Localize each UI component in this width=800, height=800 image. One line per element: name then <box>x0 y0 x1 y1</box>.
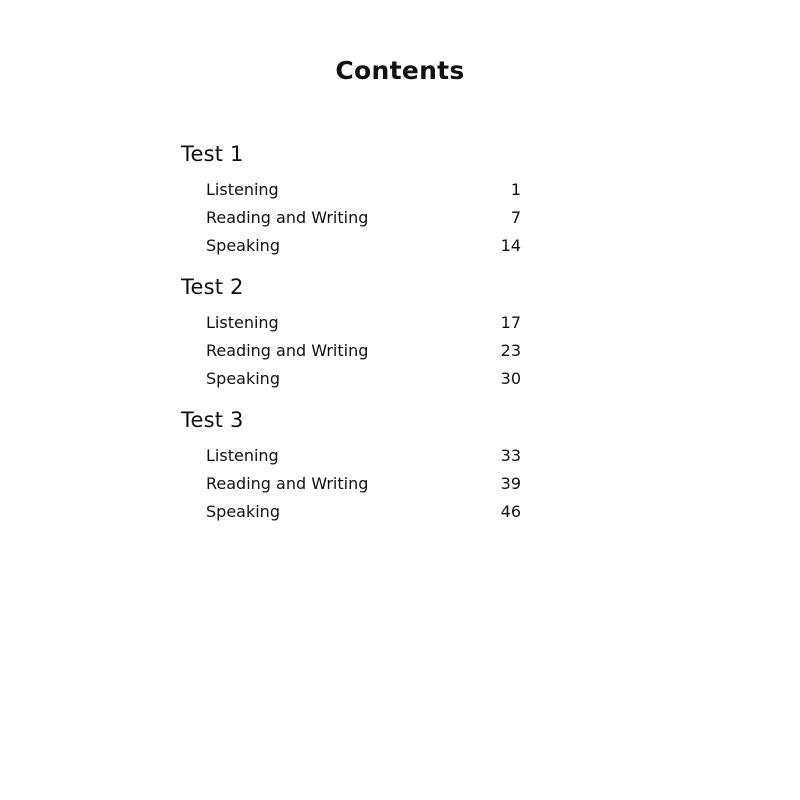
entry-label: Listening <box>206 180 279 199</box>
entry-label: Speaking <box>206 236 280 255</box>
toc-entry[interactable] <box>181 232 521 260</box>
table-of-contents <box>181 139 521 538</box>
entry-page-number: 7 <box>510 208 521 227</box>
section-heading: Test 1 <box>181 142 244 166</box>
entry-page-number: 23 <box>500 341 521 360</box>
entry-label: Reading and Writing <box>206 474 369 493</box>
toc-section-test-2 <box>181 272 521 393</box>
entry-label: Listening <box>206 313 279 332</box>
toc-entry[interactable] <box>181 365 521 393</box>
toc-entry[interactable] <box>181 498 521 526</box>
toc-section-test-3 <box>181 405 521 526</box>
toc-entry[interactable] <box>181 204 521 232</box>
entry-page-number: 30 <box>500 369 521 388</box>
entry-label: Reading and Writing <box>206 208 369 227</box>
entry-label: Speaking <box>206 502 280 521</box>
page-title: Contents <box>335 56 465 85</box>
entry-page-number: 1 <box>510 180 521 199</box>
entry-page-number: 14 <box>500 236 521 255</box>
entry-page-number: 46 <box>500 502 521 521</box>
entry-page-number: 39 <box>500 474 521 493</box>
section-heading: Test 3 <box>181 408 244 432</box>
toc-entry[interactable] <box>181 442 521 470</box>
toc-entry[interactable] <box>181 337 521 365</box>
entry-label: Listening <box>206 446 279 465</box>
section-heading: Test 2 <box>181 275 244 299</box>
toc-entry[interactable] <box>181 176 521 204</box>
toc-section-test-1 <box>181 139 521 260</box>
toc-entry[interactable] <box>181 309 521 337</box>
entry-page-number: 17 <box>500 313 521 332</box>
toc-entry[interactable] <box>181 470 521 498</box>
entry-page-number: 33 <box>500 446 521 465</box>
entry-label: Reading and Writing <box>206 341 369 360</box>
entry-label: Speaking <box>206 369 280 388</box>
